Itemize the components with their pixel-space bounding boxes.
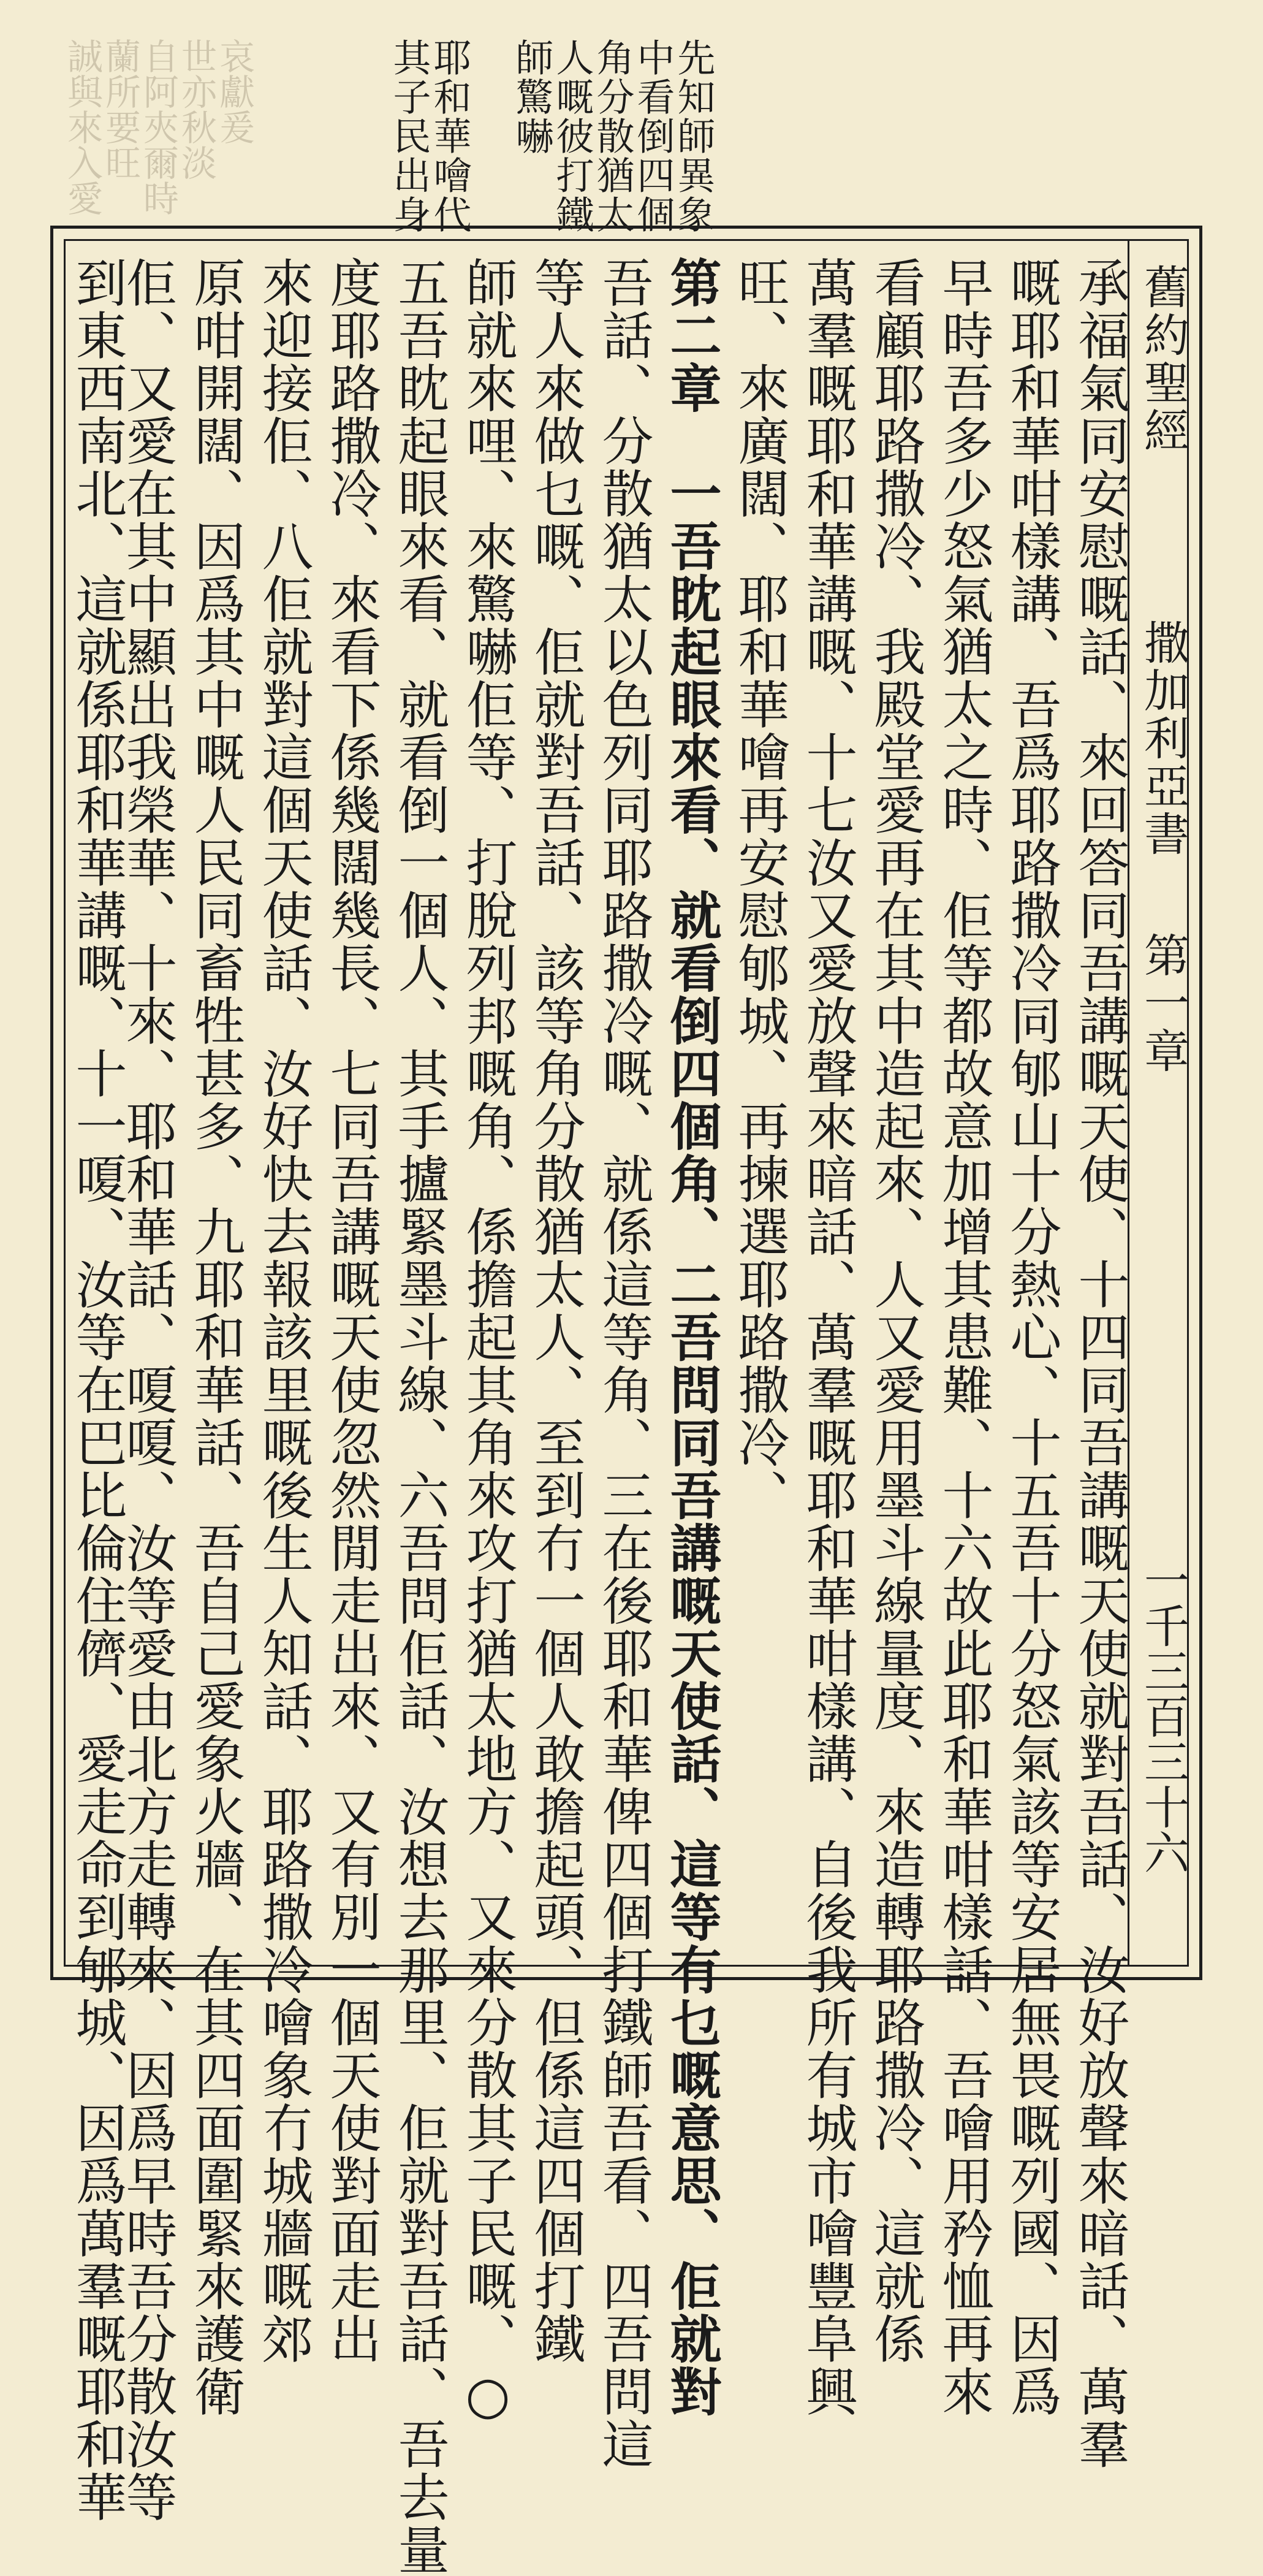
text-column: 五吾眈起眼來看、就看倒一個人、其手攎緊墨斗線、六吾問佢話、汝想去那里、佢就對吾話、吾去量 — [390, 256, 450, 2576]
margin-note: 角分散猶太 — [590, 38, 635, 234]
text-column: 度耶路撒冷、來看下係幾闊幾長、七同吾講嘅天使忽然閒走出來、又有別一個天使對面走出 — [322, 256, 382, 2365]
text-column: 承福氣同安慰嘅話、來回答同吾講嘅天使、十四同吾講嘅天使就對吾話、汝好放聲來暗話、萬羣 — [1070, 256, 1130, 2471]
text-column: 師就來哩、來驚嚇佢等、打脫列邦嘅角、係擔起其角來攻打猶太地方、又來分散其子民嘅、○ — [458, 256, 518, 2426]
text-column: 早時吾多少怒氣猶太之時、佢等都故意加增其患難、十六故此耶和華咁樣話、吾噲用矜恤再來 — [934, 256, 994, 2418]
text-column: 佢、又愛在其中顯出我榮華、十來、耶和華話、嗄嗄、汝等愛由北方走轉來、因爲早時吾分散汝等 — [118, 256, 178, 2523]
margin-note: 中看倒四個 — [631, 38, 675, 234]
text-column: 旺、來廣闊、耶和華噲再安慰郇城、再揀選耶路撒冷、 — [730, 256, 790, 1522]
text-column: 吾話、分散猶太以色列同耶路撒冷嘅、就係這等角、三在後耶和華俾四個打鐵師吾看、四吾問這 — [594, 256, 654, 2471]
text-column: 來迎接佢、八佢就對這個天使話、汝好快去報該里嘅後生人知話、耶路撒冷噲象冇城牆嘅郊 — [254, 256, 314, 2365]
text-column: 到東西南北、這就係耶和華講嘅、十一嗄、汝等在巴比倫住儕、愛走命到郇城、因爲萬羣嘅耶和華 — [67, 256, 127, 2523]
chapter-label: 第一章 — [1137, 932, 1189, 1075]
book-name: 撒加利亞書 — [1137, 619, 1189, 858]
ghost-note: 蘭所要旺 — [99, 38, 141, 180]
page-number: 一千三百三十六 — [1137, 1557, 1189, 1875]
ghost-note: 誠與來入愛 — [61, 38, 103, 216]
margin-note: 人嘅彼打鐵 — [550, 38, 594, 234]
text-column-chapter-start: 第二章 一吾眈起眼來看、就看倒四個角、二吾問同吾講嘅天使話、這等有乜嘅意思、佢就對 — [662, 256, 723, 2418]
margin-note: 師驚嚇 — [509, 38, 554, 156]
margin-note: 先知師異象 — [671, 38, 716, 234]
text-column: 嘅耶和華咁樣講、吾爲耶路撒冷同郇山十分熱心、十五吾十分怒氣該等安居無畏嘅列國、因爲 — [1002, 256, 1062, 2418]
ghost-note: 自阿夾爾時 — [137, 38, 179, 216]
text-column: 萬羣嘅耶和華講嘅、十七汝又愛放聲來暗話、萬羣嘅耶和華咁樣講、自後我所有城市噲豐阜興 — [798, 256, 858, 2418]
ghost-note: 世亦秋淡 — [175, 38, 217, 180]
ghost-note: 哀獻爰 — [213, 38, 255, 145]
text-column: 原咁開闊、因爲其中嘅人民同畜牲甚多、九耶和華話、吾自己愛象火牆、在其四面圍緊來護衛 — [186, 256, 246, 2418]
book-title: 舊約聖經 — [1137, 264, 1189, 455]
text-column: 等人來做乜嘅、佢就對吾話、該等角分散猶太人、至到冇一個人敢擔起頭、但係這四個打鐵 — [526, 256, 586, 2365]
margin-note: 耶和華噲代 — [427, 38, 472, 234]
text-column: 看顧耶路撒冷、我殿堂愛再在其中造起來、人又愛用墨斗線量度、來造轉耶路撒冷、這就係 — [866, 256, 926, 2365]
margin-note: 其子民出身 — [387, 38, 431, 234]
